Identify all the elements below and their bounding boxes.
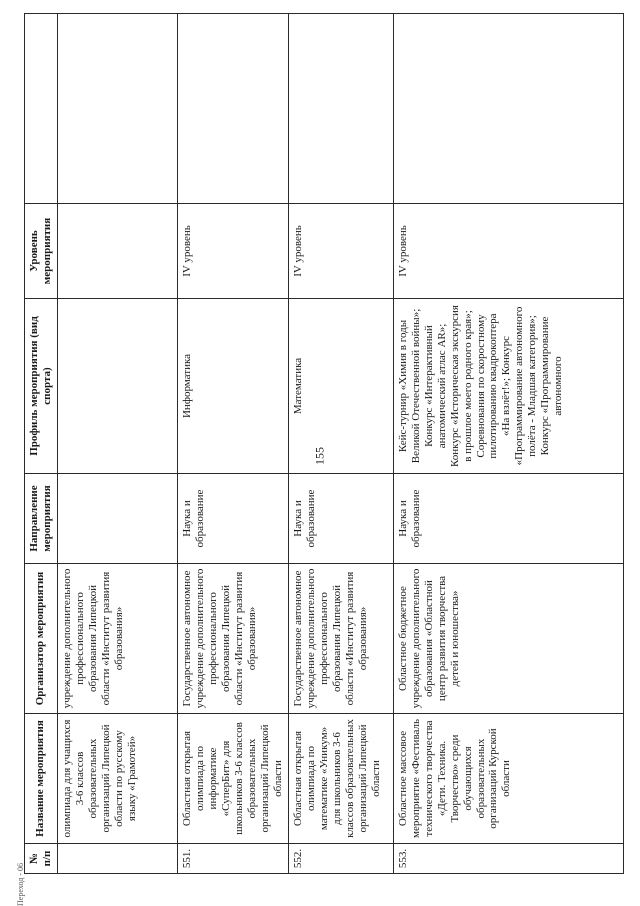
header-organizer: Организатор мероприятия [25, 564, 58, 714]
row-num [57, 844, 177, 874]
row-name: Областное массовое мероприятие «Фестиваль технического творчества «Дети. Техника. Творчество» среди обучающихся образовательных организаций Курской области [393, 714, 623, 844]
row-name: олимпиада для учащихся 3-6 классов образовательных организаций Липецкой области по русскому языку «Грамотей» [57, 714, 177, 844]
row-direction [57, 474, 177, 564]
table-row [57, 14, 177, 874]
table-row [288, 14, 393, 874]
row-profile: Математика [288, 299, 393, 474]
row-profile: Кейс-турнир «Химия в годы Великой Отечественной войны»; Конкурс «Интерактивный анатомический атлас AR»; Конкурс «Историческая экскурсия в прошлое моего родного края»; Соревнования по скоростному пилотированию квадрокоптера «На взлёт!»; Конкурс «Программирование автономного полёта - Младшая категория»; Конкурс «Программирование автономного [393, 299, 623, 474]
row-organizer: учреждение дополнительного профессионального образования Липецкой области «Институт развития образования» [57, 564, 177, 714]
table-header-row [25, 14, 58, 874]
header-name: Название мероприятия [25, 714, 58, 844]
header-profile: Профиль мероприятия (вид спорта) [25, 299, 58, 474]
header-direction: Направление мероприятия [25, 474, 58, 564]
row-num: 552. [288, 844, 393, 874]
row-profile [57, 299, 177, 474]
row-direction: Наука и образование [177, 474, 288, 564]
row-num: 553. [393, 844, 623, 874]
row-level [57, 204, 177, 299]
row-num: 551. [177, 844, 288, 874]
row-direction: Наука и образование [288, 474, 393, 564]
row-level: IV уровень [177, 204, 288, 299]
table-row [393, 14, 623, 874]
row-organizer: Государственное автономное учреждение дополнительного профессионального образования Липецкой области «Институт развития образования» [177, 564, 288, 714]
page-number: 155 [312, 447, 327, 465]
row-extra [393, 14, 623, 204]
table-container [24, 14, 624, 874]
row-name: Областная открытая олимпиада по информатике «СуперБит» для школьников 3-6 классов образовательных организаций Липецкой области [177, 714, 288, 844]
row-direction: Наука и образование [393, 474, 623, 564]
events-table [24, 13, 624, 874]
footer-note: Переход - 06 [15, 863, 25, 906]
row-organizer: Государственное автономное учреждение дополнительного профессионального образования Липецкой области «Институт развития образования» [288, 564, 393, 714]
table-row [177, 14, 288, 874]
header-extra [25, 14, 58, 204]
row-level: IV уровень [288, 204, 393, 299]
row-level: IV уровень [393, 204, 623, 299]
row-name: Областная открытая олимпиада по математике «Уникум» для школьников 3-6 классов образовательных организаций Липецкой области [288, 714, 393, 844]
row-profile: Информатика [177, 299, 288, 474]
header-level: Уровень мероприятия [25, 204, 58, 299]
row-extra [288, 14, 393, 204]
header-num: № п/п [25, 844, 58, 874]
row-organizer: Областное бюджетное учреждение дополнительного образования «Областной центр развития творчества детей и юношества» [393, 564, 623, 714]
row-extra [177, 14, 288, 204]
row-extra [57, 14, 177, 204]
